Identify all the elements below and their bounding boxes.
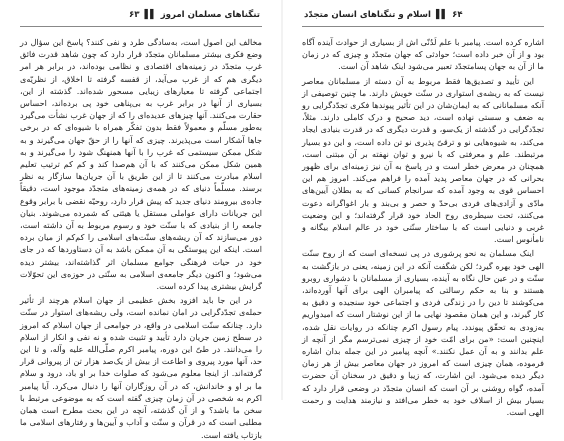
running-title: اسلام و تنگناهای انسان متجدّد (304, 10, 431, 20)
page-number: ۶۴ (452, 10, 463, 20)
page-body (20, 36, 262, 440)
page-body (302, 36, 544, 418)
paragraph: در این جا باید افزود بخش عظیمی از جهان اسلام هرچند از تأثیر حمله‌ی تجدّدگرایی در امان نمانده است، ولی ریشه‌های استوار در سنّت دارد. چنانکه سنّت اسلامی در واقع، در جوامعی از جهان اسلام که امروز در سطح زمین جریان دارد تأیید و تثبیت شده و نه نفی و انکار از اسلام را می‌دانند. در طیّ این دوره، پیامبر اکرم صلّی‌الله علیه وآله، و تا این حد، آنها مورد پیروی و اطاعت از بیش از یک‌صد هزار تن از پیروانی قرار گرفته‌اند. از اینجا معلوم می‌شود که صلوات خدا بر او باد، درود و سلام ما بر او و خاندانش، که در آن روزگاران آنها را دنبال می‌کرد. آیا پیامبر اکرم به شخصی در آن زمان چیزی گفته است که به موضوعی مرتبط با سخن ما باشد؟ و از آن گذشته، آنچه در این بحث مطرح است همان مطلبی است که در قرآن و سنّت و آداب و آیین‌ها و رفتارهای اسلامی ما بازتاب یافته است. (20, 295, 262, 440)
page-number-separator: ▌▌ (144, 10, 156, 20)
paragraph: مخالف این اصول است، به‌سادگی طرد و نفی کنند؟ پاسخ این سؤال در وضع فکری بیشتر مسلمانان متجدّد قرار دارد که چون شاهد قدرت فائق غرب متجدّد در زمینه‌های اقتصادی و نظامی بوده‌اند، در برابر هر امر دیگری هم که از غرب می‌آید، از قفسه گرفته تا اخلاق، از نظریّه‌ی اجتماعی گرفته تا معیارهای زیبایی مسحور شده‌اند. گذشته از این، بسیاری از آنها در برابر غرب به بی‌پناهی خود پی برده‌اند، احساس حقارت می‌کنند. آنها چیزهای عدیده‌ای را که از جهان غرب نشأت می‌گیرد به‌طور مسلّم و معمولاً فقط بدون تفکّر همراه با شیوه‌ای که در برخی جاها آشکار است می‌پذیرند. چیزی که آنها را از حقّ جهان می‌گیرند و به شکل ممکن سیستمی که غرب را با آنها همنهنگ شود را می‌گیرند و به همین شکل ممکن می‌کنند که با آن هم‌صدا کند و کم کم ترتیب تعلیم اسلام مبادرت می‌کنند تا از این طریق با آن جریان‌ها سازگار به نظر برسند. مسلّماً دنیای که در همه‌ی زمینه‌های متجدّد موجود است، دقیقاً جاده‌ی بیرومند دنیای جدید که پیش قرار دارد، روحیّه نقضی با برابر وقوع این جریانات دارای عواملی مستقل یا هیئتی که شمرده می‌شوند. بنیان جامعه را از بنیادی که با سنّت خود و رسوم مربوط به آن داشته است، دور می‌سازند که آن ریشه‌های سنّت‌های اسلامی را کم‌کم از میان برده است. اینکه این پیوستگی به آن ممکن باشد به آن دستاوردها که در جای خود در حیات فرهنگی جوامع مسلمان اثر گذاشته‌اند، بیشتر دیده می‌شود؛ و اکنون دیگر جامعه‌ی اسلامی به سنّتی در حوزه‌ی این تحوّلات گرایش بیشتری پیدا کرده است. (20, 37, 262, 292)
header-rule (20, 26, 262, 27)
left-page-header (22, 8, 260, 22)
page-number: ۶۳ (128, 10, 140, 20)
right-page (282, 0, 564, 418)
running-title: تنگناهای مسلمان امروز (160, 10, 260, 20)
right-page-header (304, 8, 542, 22)
paragraph: اینک مسلمان به نحو پرشوری در پی نسخه‌ای است که از روح سنّت الهی خود بهره گیرد؛ لکن شگفت آنکه در این زمینه، یعنی در بازگشت به سنّت و در عین حال نگاه به آینده، بسیاری از مسلمانان با دشواری روبرو هستند و بنا به حکم رسالتی که پیامبران الهی برای آنها آورده‌اند، می‌کوشند تا دین را در زندگی فردی و اجتماعی خود سنجیده و دقیق به کار گیرند، و این همان مقصود نهایی ما از این نوشتار است که امیدواریم به‌زودی به تحقّق پیوندد. پیام رسول اکرم چنانکه در روایات نقل شده، اینچنین است: «من برای امّت خود از چیزی نمی‌ترسم مگر از آنچه از علم بدانند و به آن عمل نکنند.» آنچه پیامبر در این جمله بدان اشاره فرموده، همان چیزی است که امروز در جهان معاصر بیش از هر زمان دیگر دیده می‌شود. این اشارت، که زیبا و دقیق در سخنان آن حضرت آمده، گواه روشنی بر آن است که انسان متجدّد در وضعی قرار دارد که بسیار بیش از اسلاف خود به خطر می‌افتد و نیازمند هدایت و رحمت الهی است. (302, 248, 544, 418)
page-number-separator: ▌▌ (435, 10, 448, 20)
header-rule (302, 26, 544, 27)
left-page (0, 0, 282, 440)
paragraph: این تأیید و تصدیق‌ها فقط مربوط به آن دسته از مسلمانان معاصر نیست که به ریشه‌ی استواری در سنّت خویش دارند. ما چنین توصیفی از آنکه مسلمانانی که به ایمان‌شان در این تأثیر پیوندها فکری تجدّدگرایی رو به ضعف و سستی نهاده است، دید صحیح و درک کاملی دارند. مثلاً، تجدّدگرایی در گذشته از یک‌سو، و قدرت دیگری که در قدرت بنیادی ایجاد می‌کند، به شیوه‌هایی نو و ترقیّ پذیری نو تن داده است، و این دو بسیار مرتبطند. علم و معرفتی که با نیرو و توان نهفته بر آن مبتنی است، همچنان در معرض خطر است و در پاسخ به آن نیز زمینه‌ای برای ظهور بحرانی که در جهان معاصر پدید آمده را فراهم می‌کند. امروز هم این احساس قوی به وجود آمده که سرانجام کسانی که به بطلان آیین‌های مادّی و آزادی‌های فردی بی‌حدّ و حصر و بی‌بند و بار اغواگرانه دعوت می‌کنند، تحت سیطره‌ی روح الحاد خود قرار گرفته‌اند؛ و این وضعیت غربی و دنیایی است که با ساختار سنّتی خود در عالم اسلام بیگانه و نامأنوس است. (302, 75, 544, 245)
paragraph: اشاره کرده است. پیامبر با علم لَدُنّی اش از بسیاری از حوادث آینده آگاه بود و از آن خبر داده است؛ حوادثی که جهان متجدّد و چیزی که در زمان ما از آن به جهان پسامتجدّد تعبیر می‌شود اینک شاهد آن است. (302, 37, 544, 72)
